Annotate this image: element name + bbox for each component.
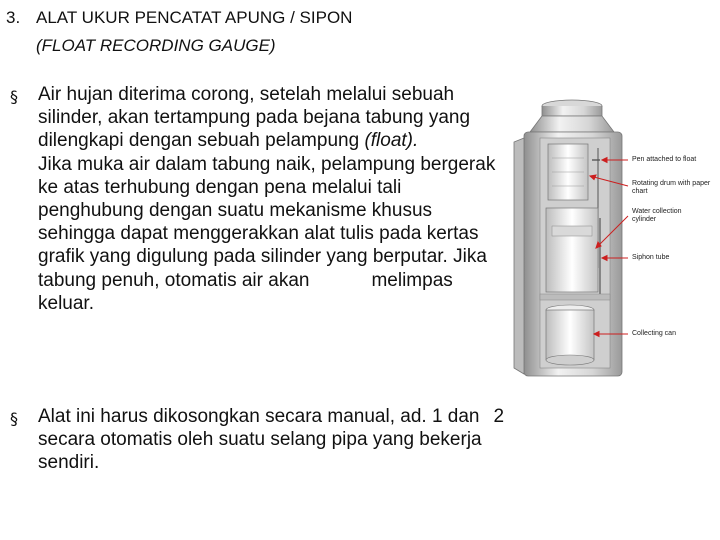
gauge-illustration: [512, 98, 720, 388]
bullet-2-text-1: Alat ini harus dikosongkan secara manual, ad. 1 dan: [38, 406, 480, 427]
bullet-square-icon: §: [10, 87, 18, 106]
bullet-2-text-2: 2 secara otomatis oleh suatu selang pipa yang bekerja sendiri.: [38, 406, 505, 474]
float-gauge-drawing: [512, 98, 720, 388]
label-drum: Rotating drum with paper chart: [632, 180, 711, 195]
label-cylinder: Water collection cylinder: [632, 208, 682, 223]
funnel-cone: [530, 116, 614, 132]
casing-door: [514, 138, 524, 374]
title-main: ALAT UKUR PENCATAT APUNG / SIPON: [36, 8, 353, 27]
label-can: Collecting can: [632, 330, 676, 337]
bullet-square-icon: §: [10, 409, 18, 428]
label-siphon: Siphon tube: [632, 254, 670, 261]
bullet-2-para: [38, 405, 510, 475]
bullet-1-italic: (float).: [364, 130, 419, 152]
bullet-1-para-2: [38, 153, 510, 315]
collection-cylinder: [546, 208, 598, 292]
title-number: 3.: [6, 8, 21, 27]
bullet-1-text-1: Air hujan diterima corong, setelah melalui sebuah silinder, akan tertampung pada bejana tabung yang dilengkapi dengan sebuah pelampung: [38, 84, 471, 152]
title-subtitle: (FLOAT RECORDING GAUGE): [36, 36, 276, 55]
bullet-1-para-1: [38, 83, 510, 153]
bullet-2: [0, 405, 510, 475]
bullet-1: [0, 83, 510, 315]
bullet-1-text-2: Jika muka air dalam tabung naik, pelampung bergerak ke atas terhubung dengan pena melalui tali penghubung dengan suatu mekanisme khusus sehingga dapat menggerakkan alat tulis pada kertas grafik yang digulung pada silinder yang berputar. Jika tabung penuh, otomatis air akan: [38, 153, 496, 291]
bullet-1-text-2-end: melimpas keluar.: [38, 269, 453, 314]
collecting-can: [546, 310, 594, 360]
slide-title: [6, 4, 352, 60]
label-pen: Pen attached to float: [632, 156, 697, 163]
